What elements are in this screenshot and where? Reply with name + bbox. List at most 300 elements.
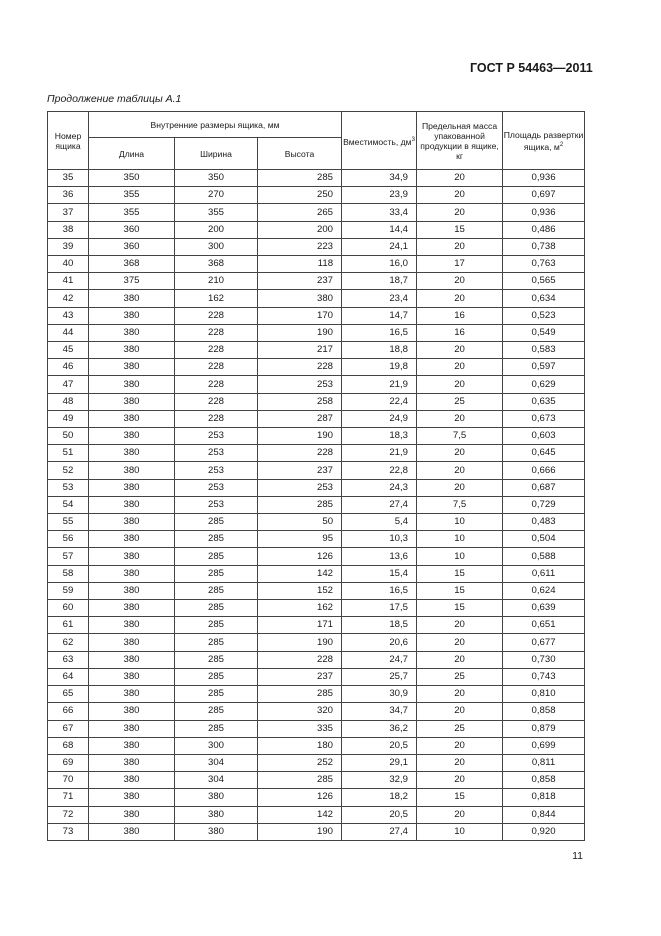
cell-length: 375 <box>89 273 175 290</box>
cell-height: 285 <box>258 686 342 703</box>
cell-length: 355 <box>89 187 175 204</box>
cell-box-number: 58 <box>48 565 89 582</box>
cell-max-mass: 20 <box>417 737 503 754</box>
cell-height: 237 <box>258 462 342 479</box>
cell-width: 210 <box>175 273 258 290</box>
cell-box-number: 64 <box>48 668 89 685</box>
cell-height: 253 <box>258 479 342 496</box>
cell-height: 162 <box>258 600 342 617</box>
cell-box-number: 51 <box>48 445 89 462</box>
table-row <box>48 273 585 290</box>
table-caption: Продолжение таблицы А.1 <box>47 93 182 105</box>
cell-height: 142 <box>258 565 342 582</box>
cell-capacity: 14,7 <box>342 307 417 324</box>
cell-height: 228 <box>258 651 342 668</box>
cell-height: 142 <box>258 806 342 823</box>
cell-capacity: 27,4 <box>342 823 417 840</box>
table-row <box>48 238 585 255</box>
cell-capacity: 24,7 <box>342 651 417 668</box>
cell-box-number: 37 <box>48 204 89 221</box>
cell-capacity: 22,8 <box>342 462 417 479</box>
cell-width: 253 <box>175 428 258 445</box>
cell-height: 171 <box>258 617 342 634</box>
cell-box-number: 46 <box>48 359 89 376</box>
cell-capacity: 16,0 <box>342 256 417 273</box>
cell-height: 252 <box>258 754 342 771</box>
cell-height: 95 <box>258 531 342 548</box>
cell-area: 0,635 <box>503 393 585 410</box>
cell-length: 380 <box>89 823 175 840</box>
cell-area: 0,844 <box>503 806 585 823</box>
cell-capacity: 21,9 <box>342 445 417 462</box>
cell-box-number: 57 <box>48 548 89 565</box>
cell-box-number: 66 <box>48 703 89 720</box>
cell-length: 380 <box>89 600 175 617</box>
cell-length: 380 <box>89 428 175 445</box>
table-row <box>48 324 585 341</box>
cell-box-number: 40 <box>48 256 89 273</box>
cell-capacity: 18,5 <box>342 617 417 634</box>
cell-height: 320 <box>258 703 342 720</box>
cell-area: 0,697 <box>503 187 585 204</box>
cell-width: 285 <box>175 565 258 582</box>
cell-max-mass: 20 <box>417 410 503 427</box>
cell-width: 300 <box>175 238 258 255</box>
cell-height: 126 <box>258 548 342 565</box>
cell-width: 228 <box>175 410 258 427</box>
cell-length: 380 <box>89 789 175 806</box>
cell-height: 258 <box>258 393 342 410</box>
cell-capacity: 36,2 <box>342 720 417 737</box>
cell-max-mass: 20 <box>417 187 503 204</box>
cell-width: 200 <box>175 221 258 238</box>
cell-height: 265 <box>258 204 342 221</box>
cell-length: 380 <box>89 531 175 548</box>
table-row <box>48 737 585 754</box>
cell-height: 380 <box>258 290 342 307</box>
header-number: Номер ящика <box>48 112 89 170</box>
cell-width: 285 <box>175 703 258 720</box>
table-row <box>48 221 585 238</box>
cell-capacity: 22,4 <box>342 393 417 410</box>
cell-capacity: 20,5 <box>342 806 417 823</box>
cell-width: 228 <box>175 342 258 359</box>
cell-area: 0,565 <box>503 273 585 290</box>
cell-max-mass: 16 <box>417 324 503 341</box>
header-area: Площадь развертки ящика, $м^2$ <box>503 112 585 170</box>
cell-length: 350 <box>89 170 175 187</box>
cell-box-number: 63 <box>48 651 89 668</box>
cell-length: 380 <box>89 686 175 703</box>
cell-max-mass: 20 <box>417 445 503 462</box>
cell-area: 0,699 <box>503 737 585 754</box>
cell-capacity: 13,6 <box>342 548 417 565</box>
cell-box-number: 54 <box>48 496 89 513</box>
cell-box-number: 59 <box>48 582 89 599</box>
cell-height: 50 <box>258 514 342 531</box>
cell-box-number: 43 <box>48 307 89 324</box>
cell-box-number: 72 <box>48 806 89 823</box>
cell-capacity: 17,5 <box>342 600 417 617</box>
cell-capacity: 16,5 <box>342 324 417 341</box>
cell-max-mass: 20 <box>417 686 503 703</box>
cell-height: 228 <box>258 445 342 462</box>
cell-max-mass: 7,5 <box>417 496 503 513</box>
cell-area: 0,504 <box>503 531 585 548</box>
cell-height: 285 <box>258 170 342 187</box>
cell-capacity: 23,9 <box>342 187 417 204</box>
cell-max-mass: 15 <box>417 221 503 238</box>
cell-max-mass: 10 <box>417 531 503 548</box>
table-row <box>48 531 585 548</box>
table-row <box>48 187 585 204</box>
cell-height: 250 <box>258 187 342 204</box>
cell-capacity: 25,7 <box>342 668 417 685</box>
cell-length: 380 <box>89 617 175 634</box>
cell-box-number: 67 <box>48 720 89 737</box>
cell-height: 180 <box>258 737 342 754</box>
cell-box-number: 41 <box>48 273 89 290</box>
cell-width: 368 <box>175 256 258 273</box>
header-internal-dimensions: Внутренние размеры ящика, мм <box>89 112 342 138</box>
cell-length: 380 <box>89 548 175 565</box>
header-capacity: Вместимость, $дм^3$ <box>342 112 417 170</box>
cell-width: 380 <box>175 823 258 840</box>
cell-capacity: 18,8 <box>342 342 417 359</box>
cell-area: 0,645 <box>503 445 585 462</box>
cell-length: 380 <box>89 479 175 496</box>
table-row <box>48 617 585 634</box>
cell-height: 190 <box>258 428 342 445</box>
cell-area: 0,639 <box>503 600 585 617</box>
box-dimensions-table <box>47 111 585 841</box>
cell-area: 0,879 <box>503 720 585 737</box>
cell-length: 380 <box>89 290 175 307</box>
cell-length: 380 <box>89 410 175 427</box>
cell-length: 380 <box>89 582 175 599</box>
cell-max-mass: 20 <box>417 772 503 789</box>
cell-max-mass: 15 <box>417 600 503 617</box>
cell-height: 253 <box>258 376 342 393</box>
cell-box-number: 45 <box>48 342 89 359</box>
cell-max-mass: 25 <box>417 668 503 685</box>
cell-length: 380 <box>89 565 175 582</box>
cell-max-mass: 20 <box>417 376 503 393</box>
cell-max-mass: 20 <box>417 273 503 290</box>
cell-length: 380 <box>89 720 175 737</box>
cell-height: 287 <box>258 410 342 427</box>
cell-height: 170 <box>258 307 342 324</box>
cell-max-mass: 25 <box>417 720 503 737</box>
cell-length: 380 <box>89 806 175 823</box>
cell-length: 380 <box>89 462 175 479</box>
cell-area: 0,763 <box>503 256 585 273</box>
table-row <box>48 462 585 479</box>
table-row <box>48 600 585 617</box>
cell-max-mass: 16 <box>417 307 503 324</box>
cell-height: 190 <box>258 634 342 651</box>
cell-width: 228 <box>175 324 258 341</box>
cell-width: 253 <box>175 462 258 479</box>
cell-width: 285 <box>175 617 258 634</box>
cell-box-number: 62 <box>48 634 89 651</box>
table-row <box>48 445 585 462</box>
cell-width: 285 <box>175 531 258 548</box>
cell-max-mass: 20 <box>417 238 503 255</box>
cell-height: 217 <box>258 342 342 359</box>
cell-width: 285 <box>175 582 258 599</box>
cell-max-mass: 20 <box>417 617 503 634</box>
header-max-mass: Предельная масса упакованной продукции в ящике, кг <box>417 112 503 170</box>
cell-width: 304 <box>175 754 258 771</box>
cell-height: 126 <box>258 789 342 806</box>
cell-width: 228 <box>175 393 258 410</box>
cell-capacity: 21,9 <box>342 376 417 393</box>
table-row <box>48 720 585 737</box>
cell-length: 380 <box>89 754 175 771</box>
cell-width: 228 <box>175 307 258 324</box>
cell-max-mass: 20 <box>417 359 503 376</box>
cell-box-number: 44 <box>48 324 89 341</box>
cell-width: 285 <box>175 514 258 531</box>
table-row <box>48 686 585 703</box>
page-number: 11 <box>572 850 583 862</box>
table-row <box>48 651 585 668</box>
cell-height: 190 <box>258 823 342 840</box>
cell-length: 380 <box>89 514 175 531</box>
cell-area: 0,858 <box>503 703 585 720</box>
cell-capacity: 15,4 <box>342 565 417 582</box>
cell-height: 285 <box>258 772 342 789</box>
cell-length: 380 <box>89 634 175 651</box>
cell-length: 368 <box>89 256 175 273</box>
cell-width: 285 <box>175 634 258 651</box>
cell-area: 0,629 <box>503 376 585 393</box>
header-length: Длина <box>89 138 175 170</box>
cell-box-number: 42 <box>48 290 89 307</box>
cell-height: 335 <box>258 720 342 737</box>
cell-max-mass: 10 <box>417 823 503 840</box>
cell-capacity: 19,8 <box>342 359 417 376</box>
cell-box-number: 65 <box>48 686 89 703</box>
cell-capacity: 18,7 <box>342 273 417 290</box>
cell-box-number: 48 <box>48 393 89 410</box>
cell-area: 0,483 <box>503 514 585 531</box>
cell-height: 223 <box>258 238 342 255</box>
table-row <box>48 410 585 427</box>
cell-max-mass: 20 <box>417 703 503 720</box>
cell-area: 0,920 <box>503 823 585 840</box>
cell-capacity: 32,9 <box>342 772 417 789</box>
cell-area: 0,603 <box>503 428 585 445</box>
cell-max-mass: 20 <box>417 462 503 479</box>
cell-box-number: 61 <box>48 617 89 634</box>
cell-height: 152 <box>258 582 342 599</box>
cell-box-number: 50 <box>48 428 89 445</box>
cell-width: 285 <box>175 600 258 617</box>
cell-length: 380 <box>89 737 175 754</box>
cell-area: 0,729 <box>503 496 585 513</box>
cell-capacity: 29,1 <box>342 754 417 771</box>
cell-max-mass: 7,5 <box>417 428 503 445</box>
cell-max-mass: 20 <box>417 170 503 187</box>
cell-area: 0,549 <box>503 324 585 341</box>
cell-length: 380 <box>89 393 175 410</box>
cell-max-mass: 17 <box>417 256 503 273</box>
cell-area: 0,936 <box>503 204 585 221</box>
header-height: Высота <box>258 138 342 170</box>
cell-area: 0,677 <box>503 634 585 651</box>
cell-length: 380 <box>89 359 175 376</box>
table-row <box>48 634 585 651</box>
cell-box-number: 68 <box>48 737 89 754</box>
cell-height: 228 <box>258 359 342 376</box>
cell-area: 0,936 <box>503 170 585 187</box>
table-row <box>48 772 585 789</box>
cell-area: 0,624 <box>503 582 585 599</box>
cell-box-number: 69 <box>48 754 89 771</box>
cell-area: 0,730 <box>503 651 585 668</box>
cell-length: 380 <box>89 376 175 393</box>
cell-length: 355 <box>89 204 175 221</box>
table-row <box>48 514 585 531</box>
cell-length: 380 <box>89 651 175 668</box>
cell-height: 200 <box>258 221 342 238</box>
cell-capacity: 16,5 <box>342 582 417 599</box>
table-row <box>48 496 585 513</box>
table-row <box>48 359 585 376</box>
cell-max-mass: 25 <box>417 393 503 410</box>
cell-max-mass: 20 <box>417 290 503 307</box>
cell-width: 304 <box>175 772 258 789</box>
table-row <box>48 170 585 187</box>
cell-capacity: 27,4 <box>342 496 417 513</box>
cell-height: 190 <box>258 324 342 341</box>
cell-capacity: 10,3 <box>342 531 417 548</box>
cell-length: 380 <box>89 324 175 341</box>
cell-width: 228 <box>175 376 258 393</box>
table-row <box>48 479 585 496</box>
cell-height: 237 <box>258 273 342 290</box>
cell-length: 380 <box>89 445 175 462</box>
table-row <box>48 823 585 840</box>
table-row <box>48 376 585 393</box>
cell-max-mass: 20 <box>417 342 503 359</box>
table-row <box>48 548 585 565</box>
cell-width: 285 <box>175 720 258 737</box>
cell-area: 0,583 <box>503 342 585 359</box>
cell-area: 0,523 <box>503 307 585 324</box>
cell-width: 350 <box>175 170 258 187</box>
cell-length: 360 <box>89 238 175 255</box>
cell-length: 380 <box>89 496 175 513</box>
cell-area: 0,597 <box>503 359 585 376</box>
header-width: Ширина <box>175 138 258 170</box>
cell-box-number: 60 <box>48 600 89 617</box>
table-row <box>48 565 585 582</box>
cell-box-number: 38 <box>48 221 89 238</box>
cell-width: 253 <box>175 445 258 462</box>
cell-area: 0,634 <box>503 290 585 307</box>
document-code: ГОСТ Р 54463—2011 <box>470 61 593 75</box>
table-row <box>48 582 585 599</box>
cell-area: 0,811 <box>503 754 585 771</box>
cell-area: 0,611 <box>503 565 585 582</box>
cell-area: 0,810 <box>503 686 585 703</box>
cell-area: 0,858 <box>503 772 585 789</box>
cell-height: 285 <box>258 496 342 513</box>
cell-box-number: 56 <box>48 531 89 548</box>
cell-box-number: 71 <box>48 789 89 806</box>
cell-capacity: 34,9 <box>342 170 417 187</box>
cell-length: 380 <box>89 772 175 789</box>
cell-width: 270 <box>175 187 258 204</box>
cell-width: 253 <box>175 479 258 496</box>
cell-area: 0,666 <box>503 462 585 479</box>
cell-capacity: 18,2 <box>342 789 417 806</box>
cell-box-number: 53 <box>48 479 89 496</box>
cell-max-mass: 15 <box>417 565 503 582</box>
cell-max-mass: 20 <box>417 204 503 221</box>
cell-length: 360 <box>89 221 175 238</box>
table-row <box>48 754 585 771</box>
cell-area: 0,486 <box>503 221 585 238</box>
cell-capacity: 30,9 <box>342 686 417 703</box>
table-row <box>48 256 585 273</box>
cell-capacity: 18,3 <box>342 428 417 445</box>
cell-max-mass: 20 <box>417 479 503 496</box>
table-row <box>48 393 585 410</box>
cell-area: 0,588 <box>503 548 585 565</box>
cell-width: 285 <box>175 686 258 703</box>
cell-capacity: 20,6 <box>342 634 417 651</box>
cell-capacity: 5,4 <box>342 514 417 531</box>
cell-length: 380 <box>89 703 175 720</box>
cell-width: 285 <box>175 548 258 565</box>
cell-capacity: 24,3 <box>342 479 417 496</box>
cell-capacity: 33,4 <box>342 204 417 221</box>
cell-max-mass: 15 <box>417 582 503 599</box>
table-row <box>48 428 585 445</box>
cell-width: 355 <box>175 204 258 221</box>
table-row <box>48 307 585 324</box>
cell-capacity: 24,1 <box>342 238 417 255</box>
cell-capacity: 20,5 <box>342 737 417 754</box>
cell-area: 0,738 <box>503 238 585 255</box>
cell-max-mass: 20 <box>417 651 503 668</box>
cell-max-mass: 15 <box>417 789 503 806</box>
cell-max-mass: 20 <box>417 806 503 823</box>
cell-box-number: 49 <box>48 410 89 427</box>
cell-box-number: 39 <box>48 238 89 255</box>
cell-width: 380 <box>175 806 258 823</box>
cell-width: 253 <box>175 496 258 513</box>
cell-area: 0,743 <box>503 668 585 685</box>
table-row <box>48 290 585 307</box>
cell-width: 380 <box>175 789 258 806</box>
cell-area: 0,687 <box>503 479 585 496</box>
cell-length: 380 <box>89 668 175 685</box>
cell-max-mass: 20 <box>417 634 503 651</box>
cell-box-number: 35 <box>48 170 89 187</box>
cell-area: 0,818 <box>503 789 585 806</box>
cell-box-number: 55 <box>48 514 89 531</box>
cell-width: 285 <box>175 668 258 685</box>
cell-length: 380 <box>89 342 175 359</box>
cell-area: 0,651 <box>503 617 585 634</box>
cell-box-number: 36 <box>48 187 89 204</box>
table-row <box>48 703 585 720</box>
